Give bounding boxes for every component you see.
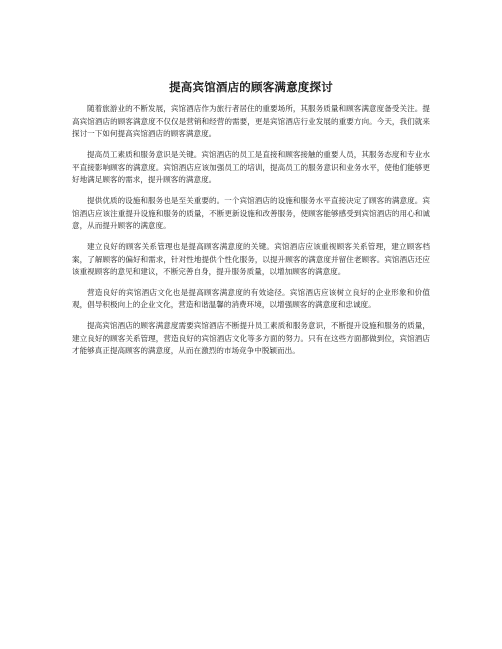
paragraph-customer-relations: 建立良好的顾客关系管理也是提高顾客满意度的关键。宾馆酒店应该重视顾客关系管理，建立顾客档案，了解顾客的偏好和需求，针对性地提供个性化服务，以提升顾客的满意度并留住老顾客。宾馆酒店还应该重视顾客的意见和建议，不断完善自身，提升服务质量，以增加顾客的满意度。	[72, 241, 430, 277]
paragraph-intro: 随着旅游业的不断发展，宾馆酒店作为旅行者居住的重要场所，其服务质量和顾客满意度备受关注。提高宾馆酒店的顾客满意度不仅仅是营销和经营的需要，更是宾馆酒店行业发展的重要方向。今天，我们就来探讨一下如何提高宾馆酒店的顾客满意度。	[72, 104, 430, 139]
document-title: 提高宾馆酒店的顾客满意度探讨	[169, 80, 333, 94]
paragraph-culture: 营造良好的宾馆酒店文化也是提高顾客满意度的有效途径。宾馆酒店应该树立良好的企业形象和价值观，倡导积极向上的企业文化，营造和谐温馨的消费环境，以增强顾客的满意度和忠诚度。	[72, 287, 430, 310]
document-page	[72, 80, 430, 366]
paragraph-conclusion: 提高宾馆酒店的顾客满意度需要宾馆酒店不断提升员工素质和服务意识，不断提升设施和服务的质量，建立良好的顾客关系管理，营造良好的宾馆酒店文化等多方面的努力。只有在这些方面都做到位，宾馆酒店才能够真正提高顾客的满意度，从而在激烈的市场竞争中脱颖而出。	[72, 321, 430, 356]
paragraph-staff: 提高员工素质和服务意识是关键。宾馆酒店的员工是直接和顾客接触的重要人员，其服务态度和专业水平直接影响顾客的满意度。宾馆酒店应该加强员工的培训，提高员工的服务意识和业务水平，使他们能够更好地满足顾客的需求，提升顾客的满意度。	[72, 149, 430, 185]
paragraph-facilities: 提供优质的设施和服务也是至关重要的。一个宾馆酒店的设施和服务水平直接决定了顾客的满意度。宾馆酒店应该注重提升设施和服务的质量，不断更新设施和改善服务，使顾客能够感受到宾馆酒店的用心和诚意，从而提升顾客的满意度。	[72, 195, 430, 231]
